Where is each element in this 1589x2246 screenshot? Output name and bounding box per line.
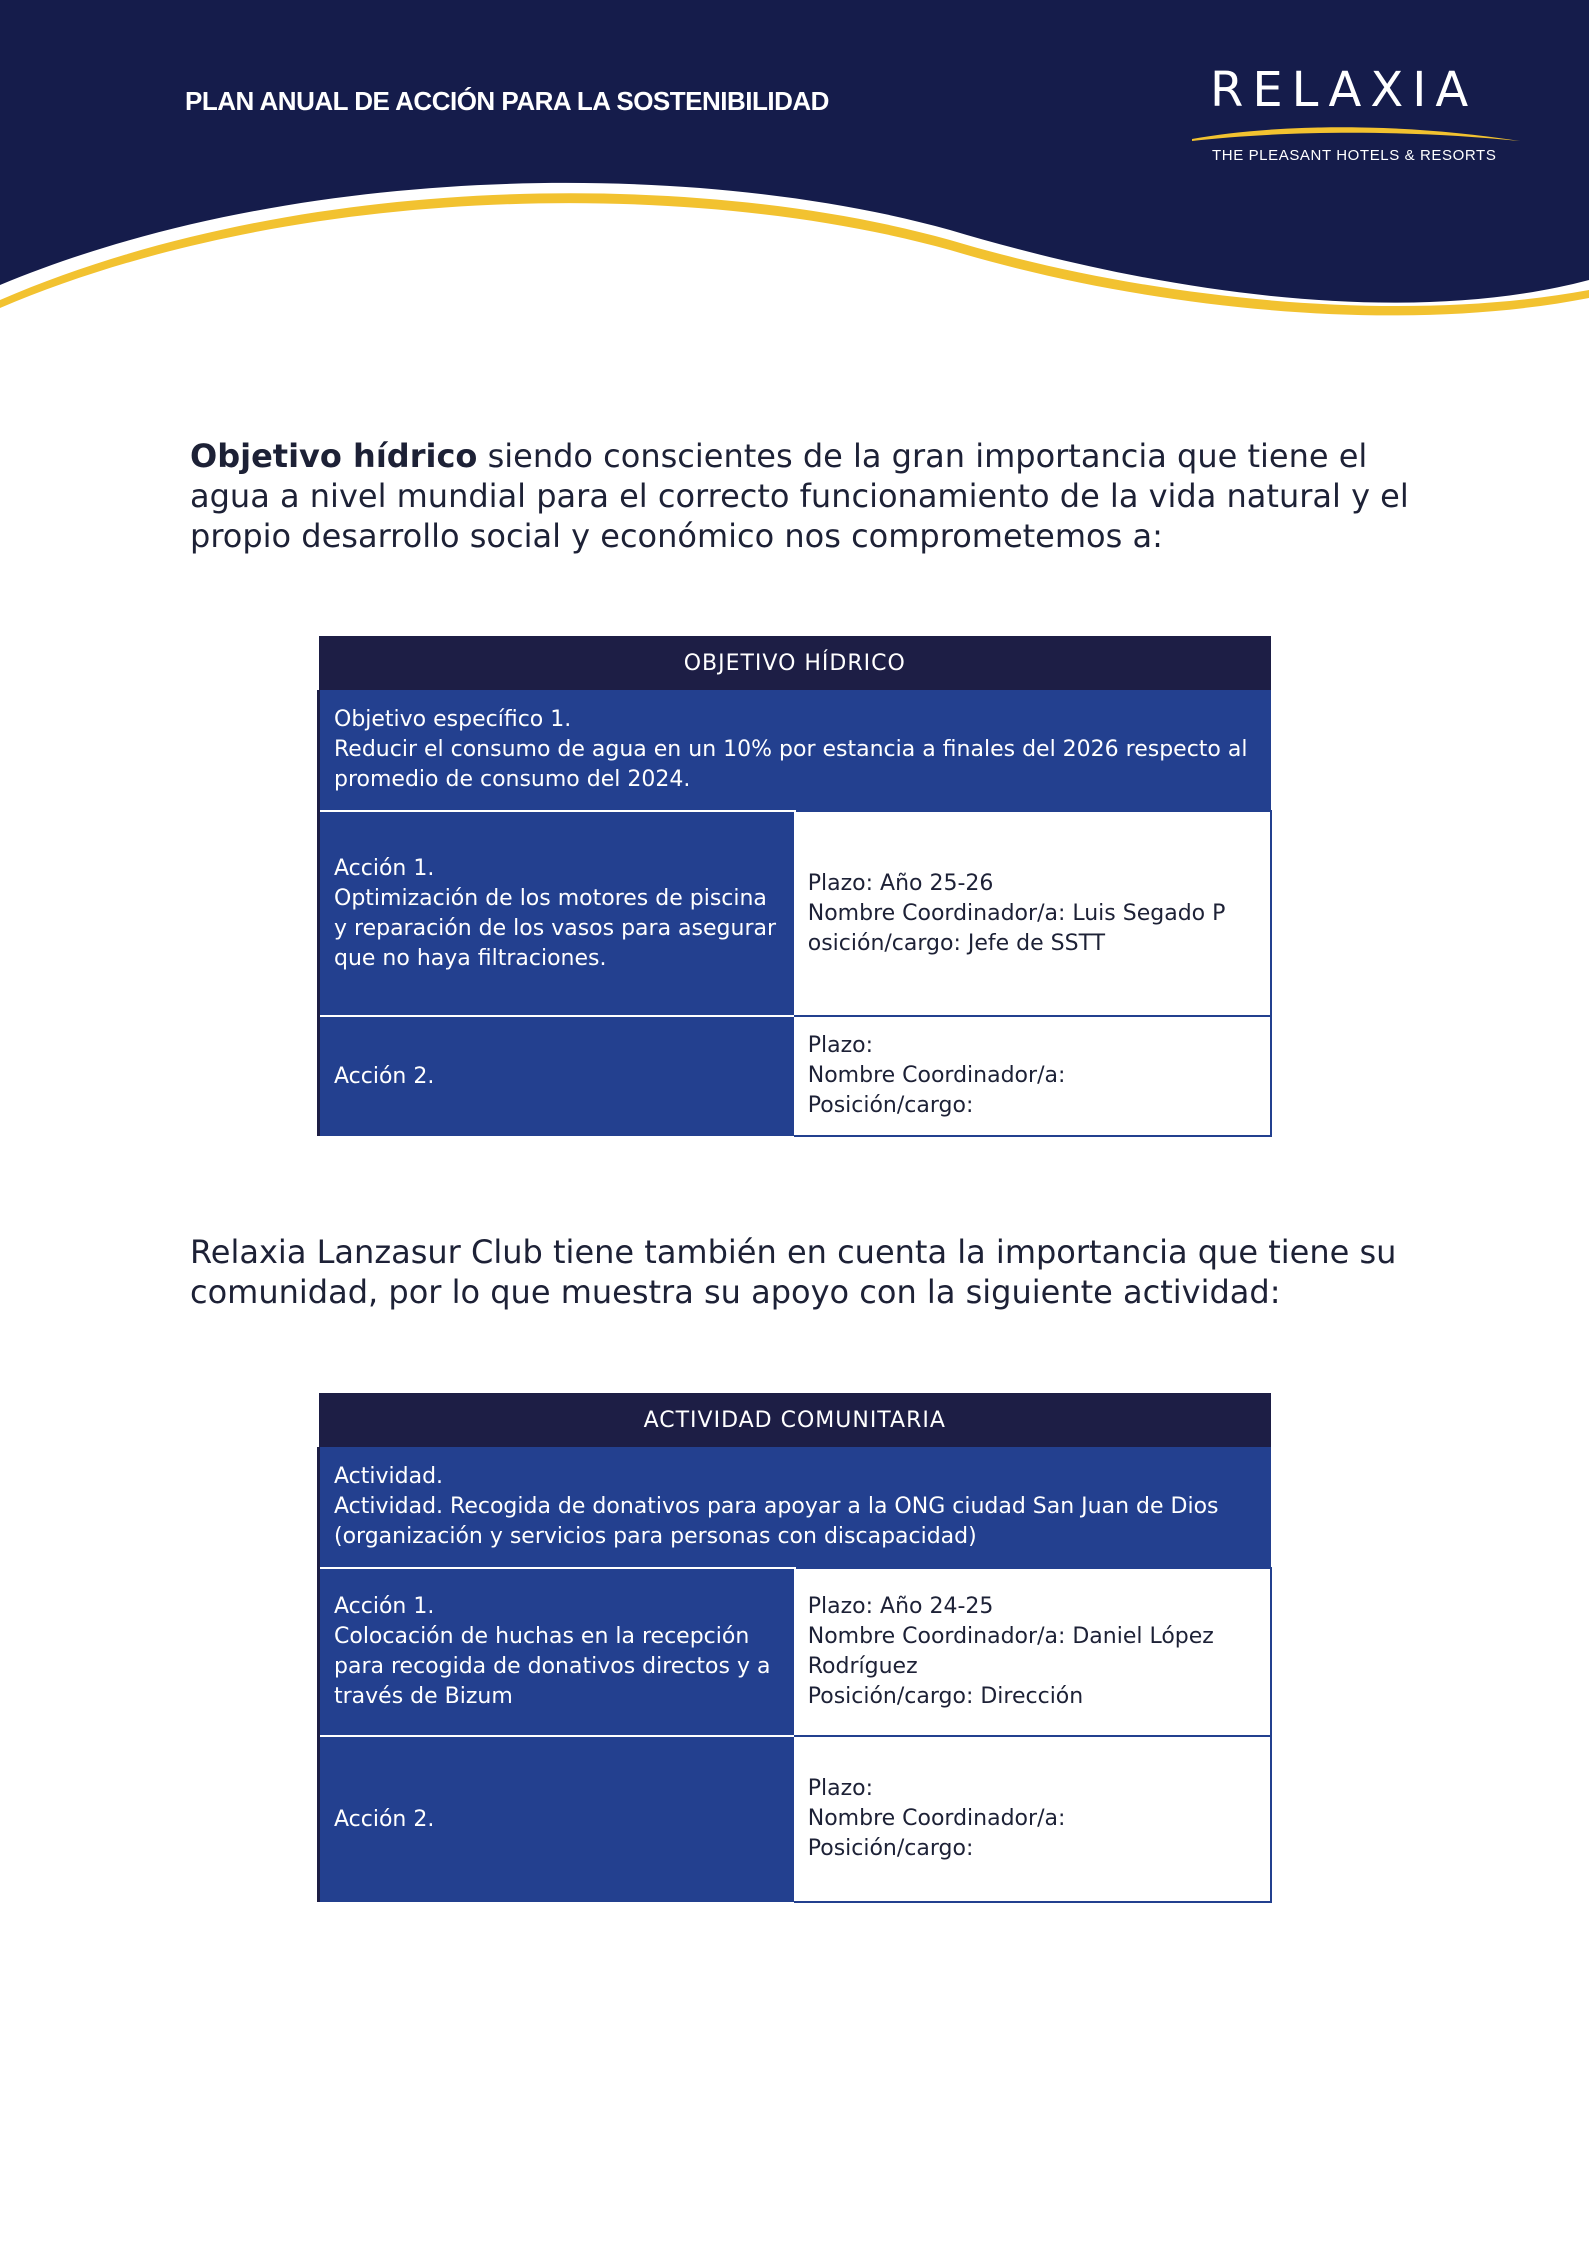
water-objective-cell	[319, 690, 1272, 811]
community-action-2-cell	[319, 1736, 795, 1902]
water-action-2-coordinator: Nombre Coordinador/a:	[807, 1063, 1066, 1088]
water-action-1-plazo: Plazo: Año 25-26	[807, 870, 994, 896]
community-table-header: ACTIVIDAD COMUNITARIA	[319, 1393, 1272, 1447]
community-action-1-label: Acción 1.	[334, 1594, 435, 1619]
brand-logo	[1190, 62, 1530, 172]
brand-swoosh-icon	[1190, 117, 1530, 147]
water-action-1-cell	[319, 811, 795, 1016]
community-action-1-coordinator: Nombre Coordinador/a: Daniel López Rodríguez	[807, 1624, 1214, 1679]
community-activity-text: Actividad. Recogida de donativos para apoyar a la ONG ciudad San Juan de Dios (organización y servicios para personas con discapacidad)	[334, 1494, 1219, 1549]
water-action-2-cell	[319, 1016, 795, 1136]
community-action-2-coordinator: Nombre Coordinador/a:	[807, 1806, 1066, 1831]
community-activity-title: Actividad.	[334, 1464, 444, 1489]
brand-name: RELAXIA	[1210, 62, 1478, 118]
community-action-1-cell	[319, 1568, 795, 1736]
water-intro-text: siendo conscientes de la gran importancia que tiene el agua a nivel mundial para el correcto funcionamiento de la vida natural y el propio desarrollo social y económico nos comprometemos a:	[190, 437, 1409, 555]
community-action-1-description: Colocación de huchas en la recepción para recogida de donativos directos y a través de Bizum	[334, 1624, 771, 1709]
water-action-2-position: Posición/cargo:	[807, 1093, 974, 1118]
community-intro-paragraph: Relaxia Lanzasur Club tiene también en cuenta la importancia que tiene su comunidad, por lo que muestra su apoyo con la siguiente actividad:	[190, 1233, 1397, 1311]
community-action-2-position: Posición/cargo:	[807, 1836, 974, 1861]
community-action-2-label: Acción 2.	[334, 1806, 435, 1832]
water-action-1-label: Acción 1.	[334, 855, 435, 881]
community-action-2-details	[795, 1736, 1271, 1902]
water-action-2-label: Acción 2.	[334, 1063, 435, 1089]
water-objective-text: Reducir el consumo de agua en un 10% por estancia a finales del 2026 respecto al promedio de consumo del 2024.	[334, 737, 1248, 792]
community-activity-table	[317, 1393, 1272, 1903]
water-action-1-details	[795, 811, 1271, 1016]
community-action-1-plazo: Plazo: Año 24-25	[807, 1594, 994, 1619]
brand-tagline: THE PLEASANT HOTELS & RESORTS	[1212, 147, 1497, 164]
document-title: PLAN ANUAL DE ACCIÓN PARA LA SOSTENIBILIDAD	[185, 86, 829, 116]
water-intro-bold: Objetivo hídrico	[190, 437, 478, 475]
water-action-2-plazo: Plazo:	[807, 1033, 874, 1058]
water-intro-paragraph	[190, 436, 1410, 556]
water-action-1-description: Optimización de los motores de piscina y reparación de los vasos para asegurar que no haya filtraciones.	[334, 885, 777, 971]
water-action-2-details	[795, 1016, 1271, 1136]
water-objective-table	[317, 636, 1272, 1137]
community-activity-cell	[319, 1447, 1272, 1568]
community-action-2-plazo: Plazo:	[807, 1776, 874, 1801]
community-action-1-position: Posición/cargo: Dirección	[807, 1684, 1084, 1709]
community-action-1-details	[795, 1568, 1271, 1736]
water-table-header: OBJETIVO HÍDRICO	[319, 636, 1272, 690]
water-action-1-coordinator: Nombre Coordinador/a: Luis Segado P	[807, 900, 1226, 926]
water-objective-title: Objetivo específico 1.	[334, 707, 572, 732]
water-action-1-position: osición/cargo: Jefe de SSTT	[807, 930, 1106, 956]
